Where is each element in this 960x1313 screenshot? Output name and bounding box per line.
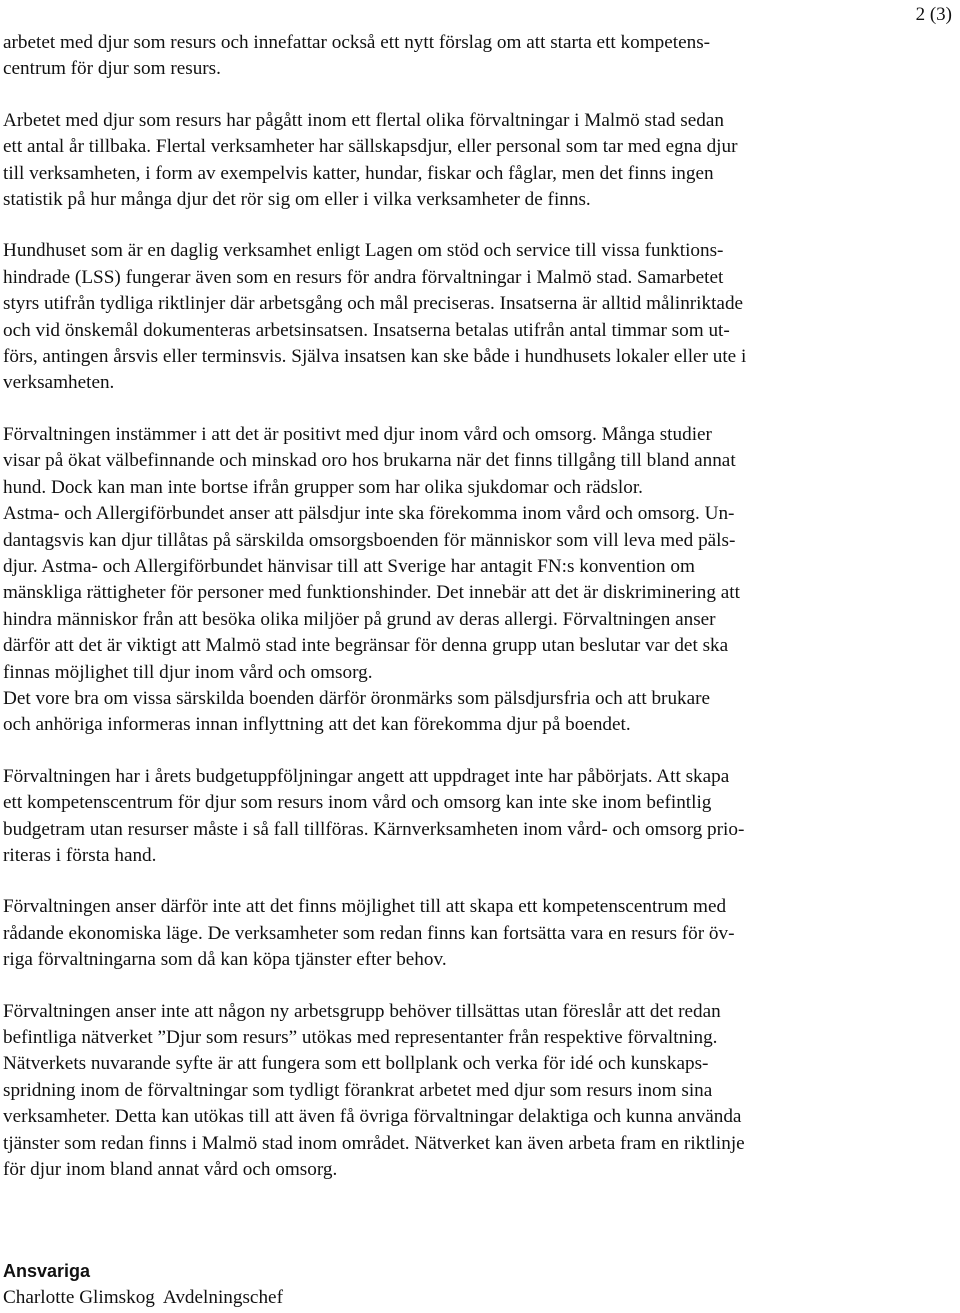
signatory-title: Avdelningschef bbox=[162, 1287, 283, 1308]
signature-block bbox=[3, 1260, 283, 1311]
paragraph-network: Förvaltningen anser inte att någon ny arbetsgrupp behöver tillsättas utan föreslår att det redan befintliga nätverket ”Djur som resurs” utökas med representanter från respektive förvaltning. Nätverkets nuvarande syfte är att fungera som ett bollplank och verka för idé och kunskaps- spridning inom de förvaltningar som tydligt förankrat arbetet med djur som resurs inom sina verksamheter. Detta kan utökas till att även få övriga förvaltningar delaktiga och kunna använda tjänster som redan finns i Malmö stad inom området. Nätverket kan även arbeta fram en riktlinje för djur inom bland annat vård och omsorg. bbox=[3, 1000, 745, 1181]
signature-line bbox=[3, 1285, 283, 1311]
paragraph-background: Arbetet med djur som resurs har pågått inom ett flertal olika förvaltningar i Malmö stad sedan ett antal år tillbaka. Flertal verksamheter har sällskapsdjur, eller personal som tar med egna djur till verksamheten, i form av exempelvis katter, hundar, fiskar och fåglar, men det finns ingen statistik på hur många djur det rör sig om eller i vilka verksamheter de finns. bbox=[3, 109, 738, 211]
document-body bbox=[3, 30, 888, 1183]
paragraph-allergy-considerations: Förvaltningen instämmer i att det är positivt med djur inom vård och omsorg. Många studier visar på ökat välbefinnande och minskad oro hos brukarna när det finns tillgång till bland annat hund. Dock kan man inte bortse ifrån grupper som har olika sjukdomar och rädslor. Astma- och Allergiförbundet anser att pälsdjur inte ska förekomma inom vård och omsorg. Un- dantagsvis kan djur tillåtas på särskilda omsorgsboenden för människor som vill leva med päls- djur. Astma- och Allergiförbundet hänvisar till att Sverige har antagit FN:s konvention om mänskliga rättigheter för personer med funktionshinder. Det innebär att det är diskriminering att hindra människor från att besöka olika miljöer på grund av deras allergi. Förvaltningen anser därför att det är viktigt att Malmö stad inte begränsar för denna grupp utan beslutar var det ska finnas möjlighet till djur inom vård och omsorg. Det vore bra om vissa särskilda boenden därför öronmärks som pälsdjursfria och att brukare och anhöriga informeras innan inflyttning att det kan förekomma djur på boendet. bbox=[3, 423, 740, 736]
paragraph-budget: Förvaltningen har i årets budgetuppföljningar angett att uppdraget inte har påbörjats. Att skapa ett kompetenscentrum för djur som resurs inom vård och omsorg kan inte ske inom befintlig budgetram utan resurser måste i så fall tillföras. Kärnverksamheten inom vård- och omsorg prio- riteras i första hand. bbox=[3, 765, 745, 866]
page-number: 2 (3) bbox=[915, 4, 952, 25]
paragraph-competence-centre: Förvaltningen anser därför inte att det finns möjlighet till att skapa ett kompetenscentrum med rådande ekonomiska läge. De verksamheter som redan finns kan fortsätta vara en resurs för öv- riga förvaltningarna som då kan köpa tjänster efter behov. bbox=[3, 896, 735, 971]
paragraph-hundhuset: Hundhuset som är en daglig verksamhet enligt Lagen om stöd och service till vissa funktions- hindrade (LSS) fungerar även som en resurs för andra förvaltningar i Malmö stad. Samarbetet styrs utifrån tydliga riktlinjer där arbetsgång och mål preciseras. Insatserna är alltid målinriktade och vid önskemål dokumenteras arbetsinsatsen. Insatserna betalas utifrån antal timmar som ut- förs, antingen årsvis eller terminsvis. Själva insatsen kan ske både i hundhusets lokaler eller ute i verksamheten. bbox=[3, 240, 747, 394]
signature-heading: Ansvariga bbox=[3, 1261, 91, 1281]
signatory-name: Charlotte Glimskog bbox=[3, 1287, 155, 1308]
paragraph-intro-continuation: arbetet med djur som resurs och innefattar också ett nytt förslag om att starta ett kompetens- centrum för djur som resurs. bbox=[3, 32, 711, 80]
